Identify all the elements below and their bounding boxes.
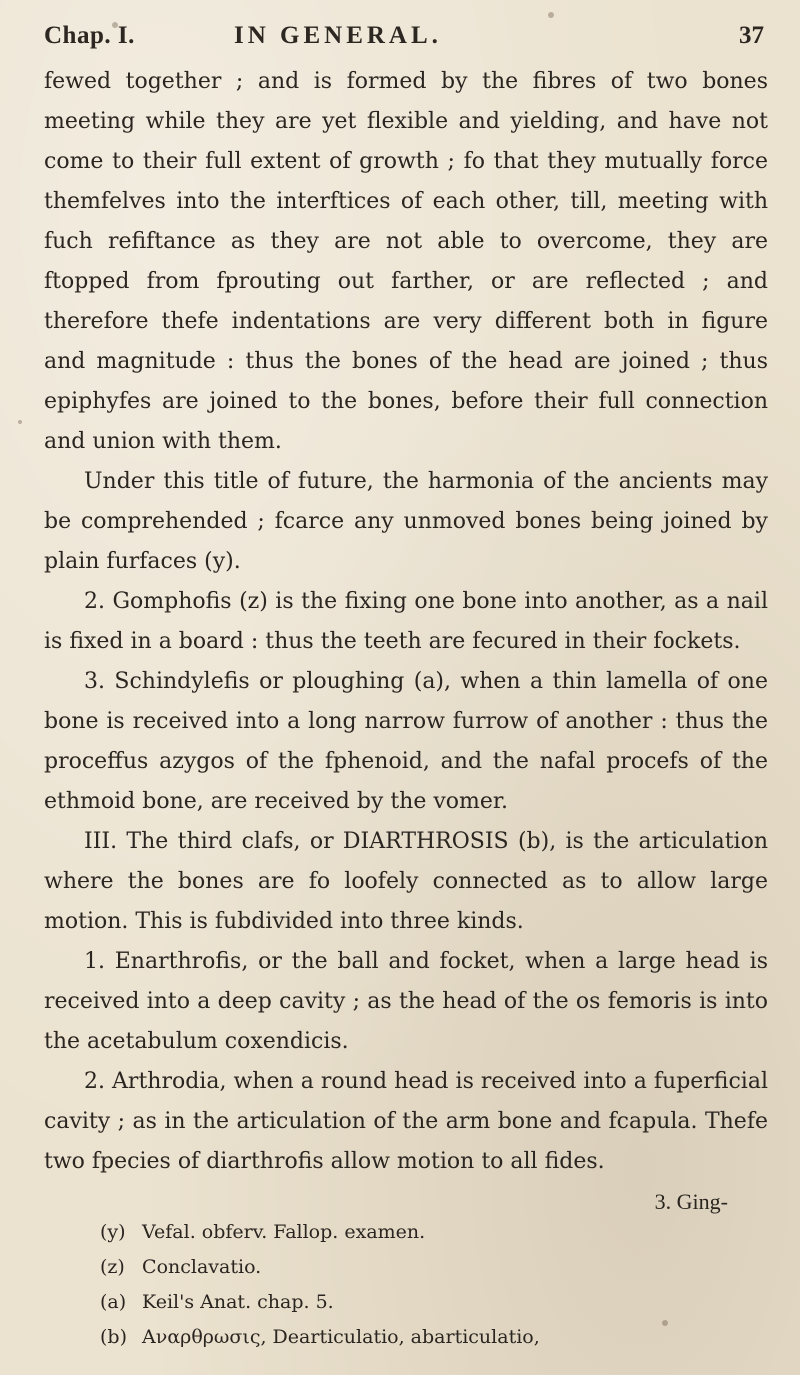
paragraph: Under this title of future, the harmonia of the ancients may be comprehended ; fcarce any unmoved bones being joined by plain furfaces (y). xyxy=(44,469,768,574)
paragraph: 1. Enarthrofis, or the ball and focket, when a large head is received into a deep cavity ; as the head of the os femoris is into the acetabulum coxendicis. xyxy=(44,949,768,1054)
running-title: IN GENERAL. xyxy=(234,22,442,49)
main-text xyxy=(44,62,768,1223)
footnote xyxy=(100,1285,740,1320)
footnote-text: Αναρθρωσις, Dearticulatio, abarticulatio, xyxy=(142,1326,540,1348)
catchword: 3. Ging- xyxy=(654,1189,728,1214)
footnote xyxy=(100,1215,740,1250)
footnote-text: Vefal. obferv. Fallop. examen. xyxy=(142,1221,426,1243)
footnote-mark: (b) xyxy=(100,1326,127,1348)
footnote-text: Conclavatio. xyxy=(142,1256,262,1278)
chapter-label: Chap. I. xyxy=(44,22,135,49)
paragraph: 3. Schindylefis or ploughing (a), when a thin lamella of one bone is received into a long narrow furrow of another : thus the proceffus azygos of the fphenoid, and the nafal procefs of the ethmoid bone, are received by the vomer. xyxy=(44,669,768,814)
paper-spot xyxy=(18,420,22,424)
footnote-mark: (a) xyxy=(100,1291,127,1313)
paragraph: III. The third clafs, or DIARTHROSIS (b), is the articulation where the bones are fo loofely connected as to allow large motion. This is fubdivided into three kinds. xyxy=(44,829,768,934)
footnote-mark: (y) xyxy=(100,1221,126,1243)
footnote xyxy=(100,1250,740,1285)
page-number: 37 xyxy=(739,22,764,49)
paragraph: 2. Arthrodia, when a round head is received into a fuperficial cavity ; as in the articulation of the arm bone and fcapula. Thefe two fpecies of diarthrofis allow motion to all fides. xyxy=(44,1069,768,1174)
paragraph: 2. Gomphofis (z) is the fixing one bone into another, as a nail is fixed in a board : thus the teeth are fecured in their fockets. xyxy=(44,589,768,654)
running-header xyxy=(44,14,764,54)
footnotes xyxy=(100,1215,740,1355)
footnote-mark: (z) xyxy=(100,1256,125,1278)
footnote xyxy=(100,1320,740,1355)
footnote-text: Keil's Anat. chap. 5. xyxy=(142,1291,334,1313)
paragraph: fewed together ; and is formed by the fibres of two bones meeting while they are yet flexible and yielding, and have not come to their full extent of growth ; fo that they mutually force themfelves into the interftices of each other, till, meeting with fuch refiftance as they are not able to overcome, they are ftopped from fprouting out farther, or are reflected ; and therefore thefe indentations are very different both in figure and magnitude : thus the bones of the head are joined ; thus epiphyfes are joined to the bones, before their full connection and union with them. xyxy=(44,69,768,454)
